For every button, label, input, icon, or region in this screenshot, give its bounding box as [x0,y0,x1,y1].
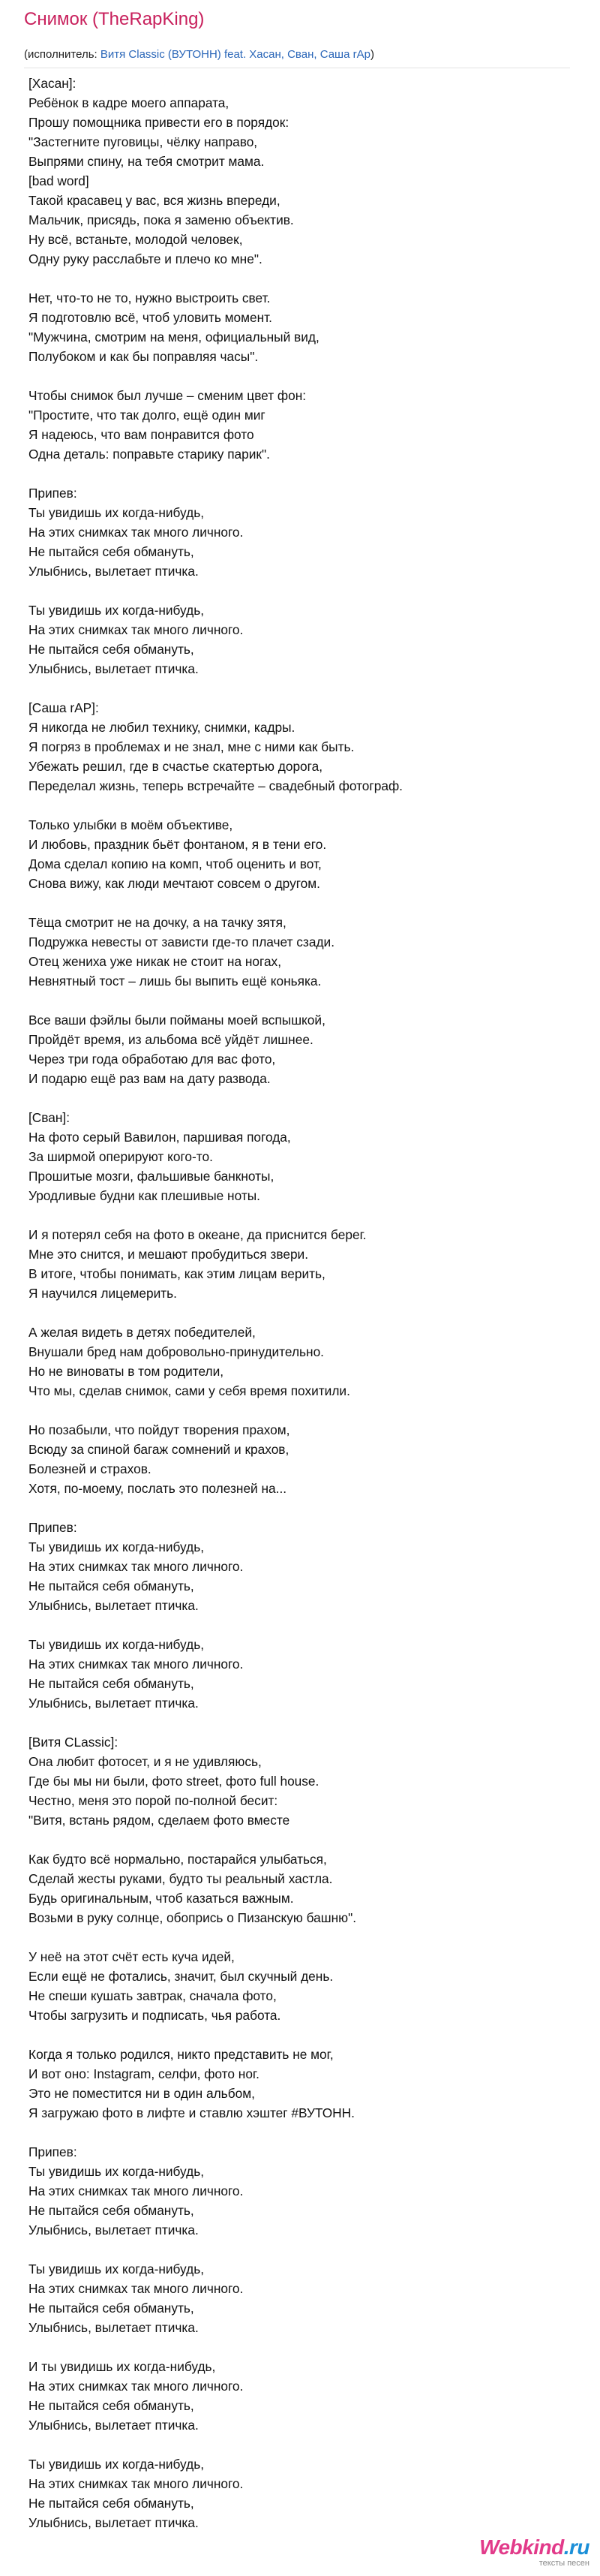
lyric-line: Одна деталь: поправьте старику парик". [28,447,270,462]
lyric-line: [bad word] [28,173,89,188]
lyrics-stanza [28,1010,584,1088]
lyric-line: Но позабыли, что пойдут творения прахом, [28,1422,290,1437]
lyric-line: А желая видеть в детях победителей, [28,1325,256,1340]
lyric-line: Через три года обработаю для вас фото, [28,1052,276,1067]
lyric-line: За ширмой оперируют кого-то. [28,1149,213,1164]
lyric-line: Я надеюсь, что вам понравится фото [28,427,254,442]
lyric-line: На этих снимках так много личного. [28,2379,244,2394]
logo-wordmark [479,2536,590,2559]
lyric-line: Переделал жизнь, теперь встречайте – свадебный фотограф. [28,778,403,793]
lyric-line: Не пытайся себя обмануть, [28,2301,194,2316]
lyrics-stanza [28,2045,584,2123]
lyric-line: Ребёнок в кадре моего аппарата, [28,95,230,110]
lyric-line: У неё на этот счёт есть куча идей, [28,1949,235,1964]
lyric-line: Возьми в руку солнце, обопрись о Пизанскую башню". [28,1910,357,1925]
lyric-line: "Застегните пуговицы, чёлку направо, [28,134,258,149]
lyric-line: Все ваши фэйлы были пойманы моей вспышкой, [28,1013,326,1028]
lyric-line: Улыбнись, вылетает птичка. [28,1598,199,1613]
lyric-line: Мне это снится, и мешают пробудиться звери. [28,1247,309,1262]
lyric-line: На этих снимках так много личного. [28,2476,244,2491]
lyric-line: Выпрями спину, на тебя смотрит мама. [28,154,265,169]
lyric-line: Не пытайся себя обмануть, [28,544,194,559]
lyric-line: И я потерял себя на фото в океане, да приснится берег. [28,1227,367,1242]
lyric-line: Дома сделал копию на комп, чтоб оценить и вот, [28,856,322,871]
lyric-line: На этих снимках так много личного. [28,1657,244,1672]
lyric-line: Тёща смотрит не на дочку, а на тачку зятя, [28,915,286,930]
lyric-line: Я никогда не любил технику, снимки, кадры. [28,720,296,735]
lyric-line: Улыбнись, вылетает птичка. [28,661,199,676]
lyric-line: Не пытайся себя обмануть, [28,2203,194,2218]
lyric-line: На этих снимках так много личного. [28,622,244,637]
lyric-line: "Простите, что так долго, ещё один миг [28,408,266,423]
lyric-line: Я научился лицемерить. [28,1286,177,1301]
lyrics-stanza [28,386,584,464]
lyric-line: Болезней и страхов. [28,1461,152,1476]
lyric-line: Ты увидишь их когда-нибудь, [28,2164,205,2179]
lyrics-stanza [28,815,584,893]
lyric-line: Не пытайся себя обмануть, [28,1676,194,1691]
lyric-line: На этих снимках так много личного. [28,525,244,540]
song-title: Снимок (TheRapKing) [24,9,205,29]
lyric-line: [Хасан]: [28,76,76,91]
lyrics-stanza [28,1420,584,1498]
lyric-line: Улыбнись, вылетает птичка. [28,2222,199,2237]
lyric-line: Ты увидишь их когда-нибудь, [28,1637,205,1652]
lyrics-stanza [28,1518,584,1615]
lyric-line: Она любит фотосет, и я не удивляюсь, [28,1754,262,1769]
lyric-line: Припев: [28,1520,77,1535]
site-logo[interactable] [479,2536,590,2568]
lyric-line: Если ещё не фотались, значит, был скучный день. [28,1969,334,1984]
lyric-line: Хотя, по-моему, послать это полезней на... [28,1481,287,1496]
lyrics-stanza [28,600,584,679]
lyrics-stanza [28,913,584,991]
lyric-line: Не пытайся себя обмануть, [28,642,194,657]
lyric-line: Это не поместится ни в один альбом, [28,2086,255,2101]
logo-main-text: Webkind [479,2535,564,2559]
lyrics-stanza [28,288,584,366]
lyric-line: Но не виноваты в том родители, [28,1364,224,1379]
lyric-line: Улыбнись, вылетает птичка. [28,1696,199,1711]
lyric-line: Не пытайся себя обмануть, [28,1578,194,1593]
lyric-line: Ну всё, встаньте, молодой человек, [28,232,243,247]
lyric-line: Не пытайся себя обмануть, [28,2398,194,2413]
lyric-line: Чтобы загрузить и подписать, чья работа. [28,2008,281,2023]
lyric-line: Сделай жесты руками, будто ты реальный хастла. [28,1871,333,1886]
lyric-line: Пройдёт время, из альбома всё уйдёт лишнее. [28,1032,314,1047]
lyric-line: Ты увидишь их когда-нибудь, [28,505,205,520]
lyrics-stanza [28,1849,584,1927]
lyric-line: Улыбнись, вылетает птичка. [28,2320,199,2335]
lyric-line: Внушали бред нам добровольно-принудительно. [28,1344,324,1359]
lyric-line: Прошу помощника привести его в порядок: [28,115,290,130]
logo-tagline: тексты песен [538,2559,590,2568]
lyrics-stanza [28,1108,584,1205]
lyric-line: Как будто всё нормально, постарайся улыбаться, [28,1852,327,1867]
artists-suffix: ) [370,48,374,61]
lyric-line: Будь оригинальным, чтоб казаться важным. [28,1891,294,1906]
lyric-line: Ты увидишь их когда-нибудь, [28,1539,205,1554]
lyric-line: [Саша rAP]: [28,700,99,715]
lyric-line: На этих снимках так много личного. [28,1559,244,1574]
lyric-line: Я подготовлю всё, чтоб уловить момент. [28,310,272,325]
lyrics-body [28,74,584,2552]
lyric-line: Припев: [28,486,77,501]
lyric-line: Улыбнись, вылетает птичка. [28,564,199,579]
lyric-line: "Мужчина, смотрим на меня, официальный вид, [28,330,320,345]
lyric-line: Одну руку расслабьте и плечо ко мне". [28,251,262,266]
lyric-line: Подружка невесты от зависти где-то плачет сзади. [28,934,335,949]
lyric-line: На этих снимках так много личного. [28,2281,244,2296]
artists-link[interactable]: Витя Classic (ВУТОНН) feat. Хасан, Сван, Саша rAp [100,48,370,61]
lyrics-stanza [28,698,584,796]
lyric-line: Ты увидишь их когда-нибудь, [28,2457,205,2472]
lyrics-stanza [28,2259,584,2337]
lyric-line: И подарю ещё раз вам на дату развода. [28,1071,271,1086]
lyric-line: Прошитые мозги, фальшивые банкноты, [28,1169,274,1184]
lyric-line: Нет, что-то не то, нужно выстроить свет. [28,290,271,305]
lyrics-stanza [28,1323,584,1401]
lyrics-stanza [28,1732,584,1830]
lyric-line: Убежать решил, где в счастье скатертью дорога, [28,759,322,774]
lyric-line: Где бы мы ни были, фото street, фото full house. [28,1774,320,1789]
lyric-line: В итоге, чтобы понимать, как этим лицам верить, [28,1266,326,1281]
lyric-line: Что мы, сделав снимок, сами у себя время похитили. [28,1383,350,1398]
artists-line [24,47,374,63]
lyric-line: Такой красавец у вас, вся жизнь впереди, [28,193,280,208]
lyric-line: Не пытайся себя обмануть, [28,2496,194,2511]
lyrics-stanza [28,1225,584,1303]
lyric-line: Полубоком и как бы поправляя часы". [28,349,259,364]
lyric-line: Ты увидишь их когда-нибудь, [28,2262,205,2277]
lyric-line: Честно, меня это порой по-полной бесит: [28,1793,278,1808]
lyrics-stanza [28,2357,584,2435]
lyrics-stanza [28,483,584,581]
lyric-line: Я загружаю фото в лифте и ставлю хэштег #ВУТОНН. [28,2105,355,2120]
lyric-line: Мальчик, присядь, пока я заменю объектив. [28,212,294,227]
lyric-line: Только улыбки в моём объективе, [28,817,233,832]
lyrics-stanza [28,2454,584,2532]
lyric-line: И любовь, праздник бьёт фонтаном, я в тени его. [28,837,327,852]
lyric-line: И ты увидишь их когда-нибудь, [28,2359,216,2374]
lyric-line: На этих снимках так много личного. [28,2183,244,2198]
lyric-line: [Витя CLassic]: [28,1735,118,1750]
lyric-line: Ты увидишь их когда-нибудь, [28,603,205,618]
lyric-line: Улыбнись, вылетает птичка. [28,2418,199,2433]
lyric-line: Всюду за спиной багаж сомнений и крахов, [28,1442,290,1457]
lyric-line: На фото серый Вавилон, паршивая погода, [28,1130,291,1145]
lyric-line: Я погряз в проблемах и не знал, мне с ними как быть. [28,739,355,754]
lyric-line: Улыбнись, вылетает птичка. [28,2515,199,2530]
lyric-line: И вот оно: Instagram, селфи, фото ног. [28,2066,260,2081]
lyrics-stanza [28,1635,584,1713]
lyric-line: Уродливые будни как плешивые ноты. [28,1188,260,1203]
lyric-line: "Витя, встань рядом, сделаем фото вместе [28,1813,290,1828]
lyric-line: Чтобы снимок был лучше – сменим цвет фон: [28,388,307,403]
lyric-line: Припев: [28,2144,77,2159]
lyric-line: [Сван]: [28,1110,70,1125]
lyric-line: Когда я только родился, никто представить не мог, [28,2047,334,2062]
lyric-line: Отец жениха уже никак не стоит на ногах, [28,954,282,969]
lyric-line: Снова вижу, как люди мечтают совсем о другом. [28,876,320,891]
lyrics-stanza [28,74,584,269]
logo-tld: .ru [563,2535,590,2559]
lyric-line: Не спеши кушать завтрак, сначала фото, [28,1988,277,2003]
artists-prefix: (исполнитель: [24,48,100,61]
lyrics-stanza [28,2142,584,2240]
lyric-line: Невнятный тост – лишь бы выпить ещё коньяка. [28,974,322,989]
lyrics-stanza [28,1947,584,2025]
